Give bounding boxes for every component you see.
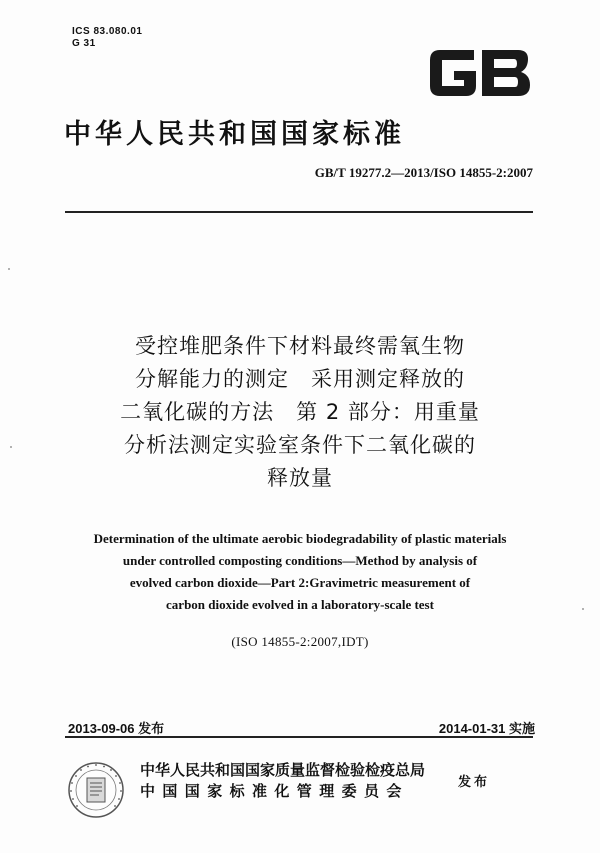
- issue-date: 2013-09-06 发布: [68, 721, 165, 736]
- ccs-code: G 31: [72, 38, 96, 49]
- footer-divider: [65, 736, 533, 738]
- national-standard-title: 中华人民共和国国家标准: [64, 119, 405, 150]
- ics-code: ICS 83.080.01: [72, 26, 143, 37]
- chinese-title-line: 分解能力的测定 采用测定释放的: [135, 367, 465, 391]
- iso-reference: (ISO 14855-2:2007,IDT): [231, 634, 369, 649]
- implementation-date: 2014-01-31 实施: [438, 721, 535, 736]
- scan-speck: [582, 608, 584, 610]
- english-title: [60, 528, 540, 616]
- publish-label: 发布: [458, 775, 491, 790]
- anti-counterfeit-seal-icon: [66, 760, 126, 820]
- chinese-title: [60, 330, 540, 495]
- scan-speck: [8, 268, 10, 270]
- header-divider: [65, 211, 533, 213]
- english-title-line: carbon dioxide evolved in a laboratory-scale test: [166, 597, 434, 612]
- chinese-title-line: 二氧化碳的方法 第 2 部分：用重量: [120, 400, 480, 424]
- chinese-title-line: 分析法测定实验室条件下二氧化碳的: [124, 433, 476, 457]
- gb-logo: [426, 44, 532, 102]
- issuer-aqsiq: 中华人民共和国国家质量监督检验检疫总局: [140, 761, 426, 779]
- gb-logo-letter-b: [482, 50, 530, 96]
- standard-number: GB/T 19277.2—2013/ISO 14855-2:2007: [314, 165, 533, 180]
- issuer-sac: 中国国家标准化管理委员会: [140, 782, 409, 800]
- english-title-line: Determination of the ultimate aerobic biodegradability of plastic materials: [93, 531, 507, 546]
- english-title-line: under controlled composting conditions—Method by analysis of: [122, 553, 478, 568]
- chinese-title-line: 释放量: [267, 466, 333, 490]
- gb-logo-letter-g: [430, 50, 476, 96]
- classification-codes: [72, 26, 142, 50]
- scan-speck: [10, 446, 12, 448]
- chinese-title-line: 受控堆肥条件下材料最终需氧生物: [135, 334, 465, 358]
- english-title-line: evolved carbon dioxide—Part 2:Gravimetric measurement of: [129, 575, 471, 590]
- issuing-authorities: [140, 760, 425, 802]
